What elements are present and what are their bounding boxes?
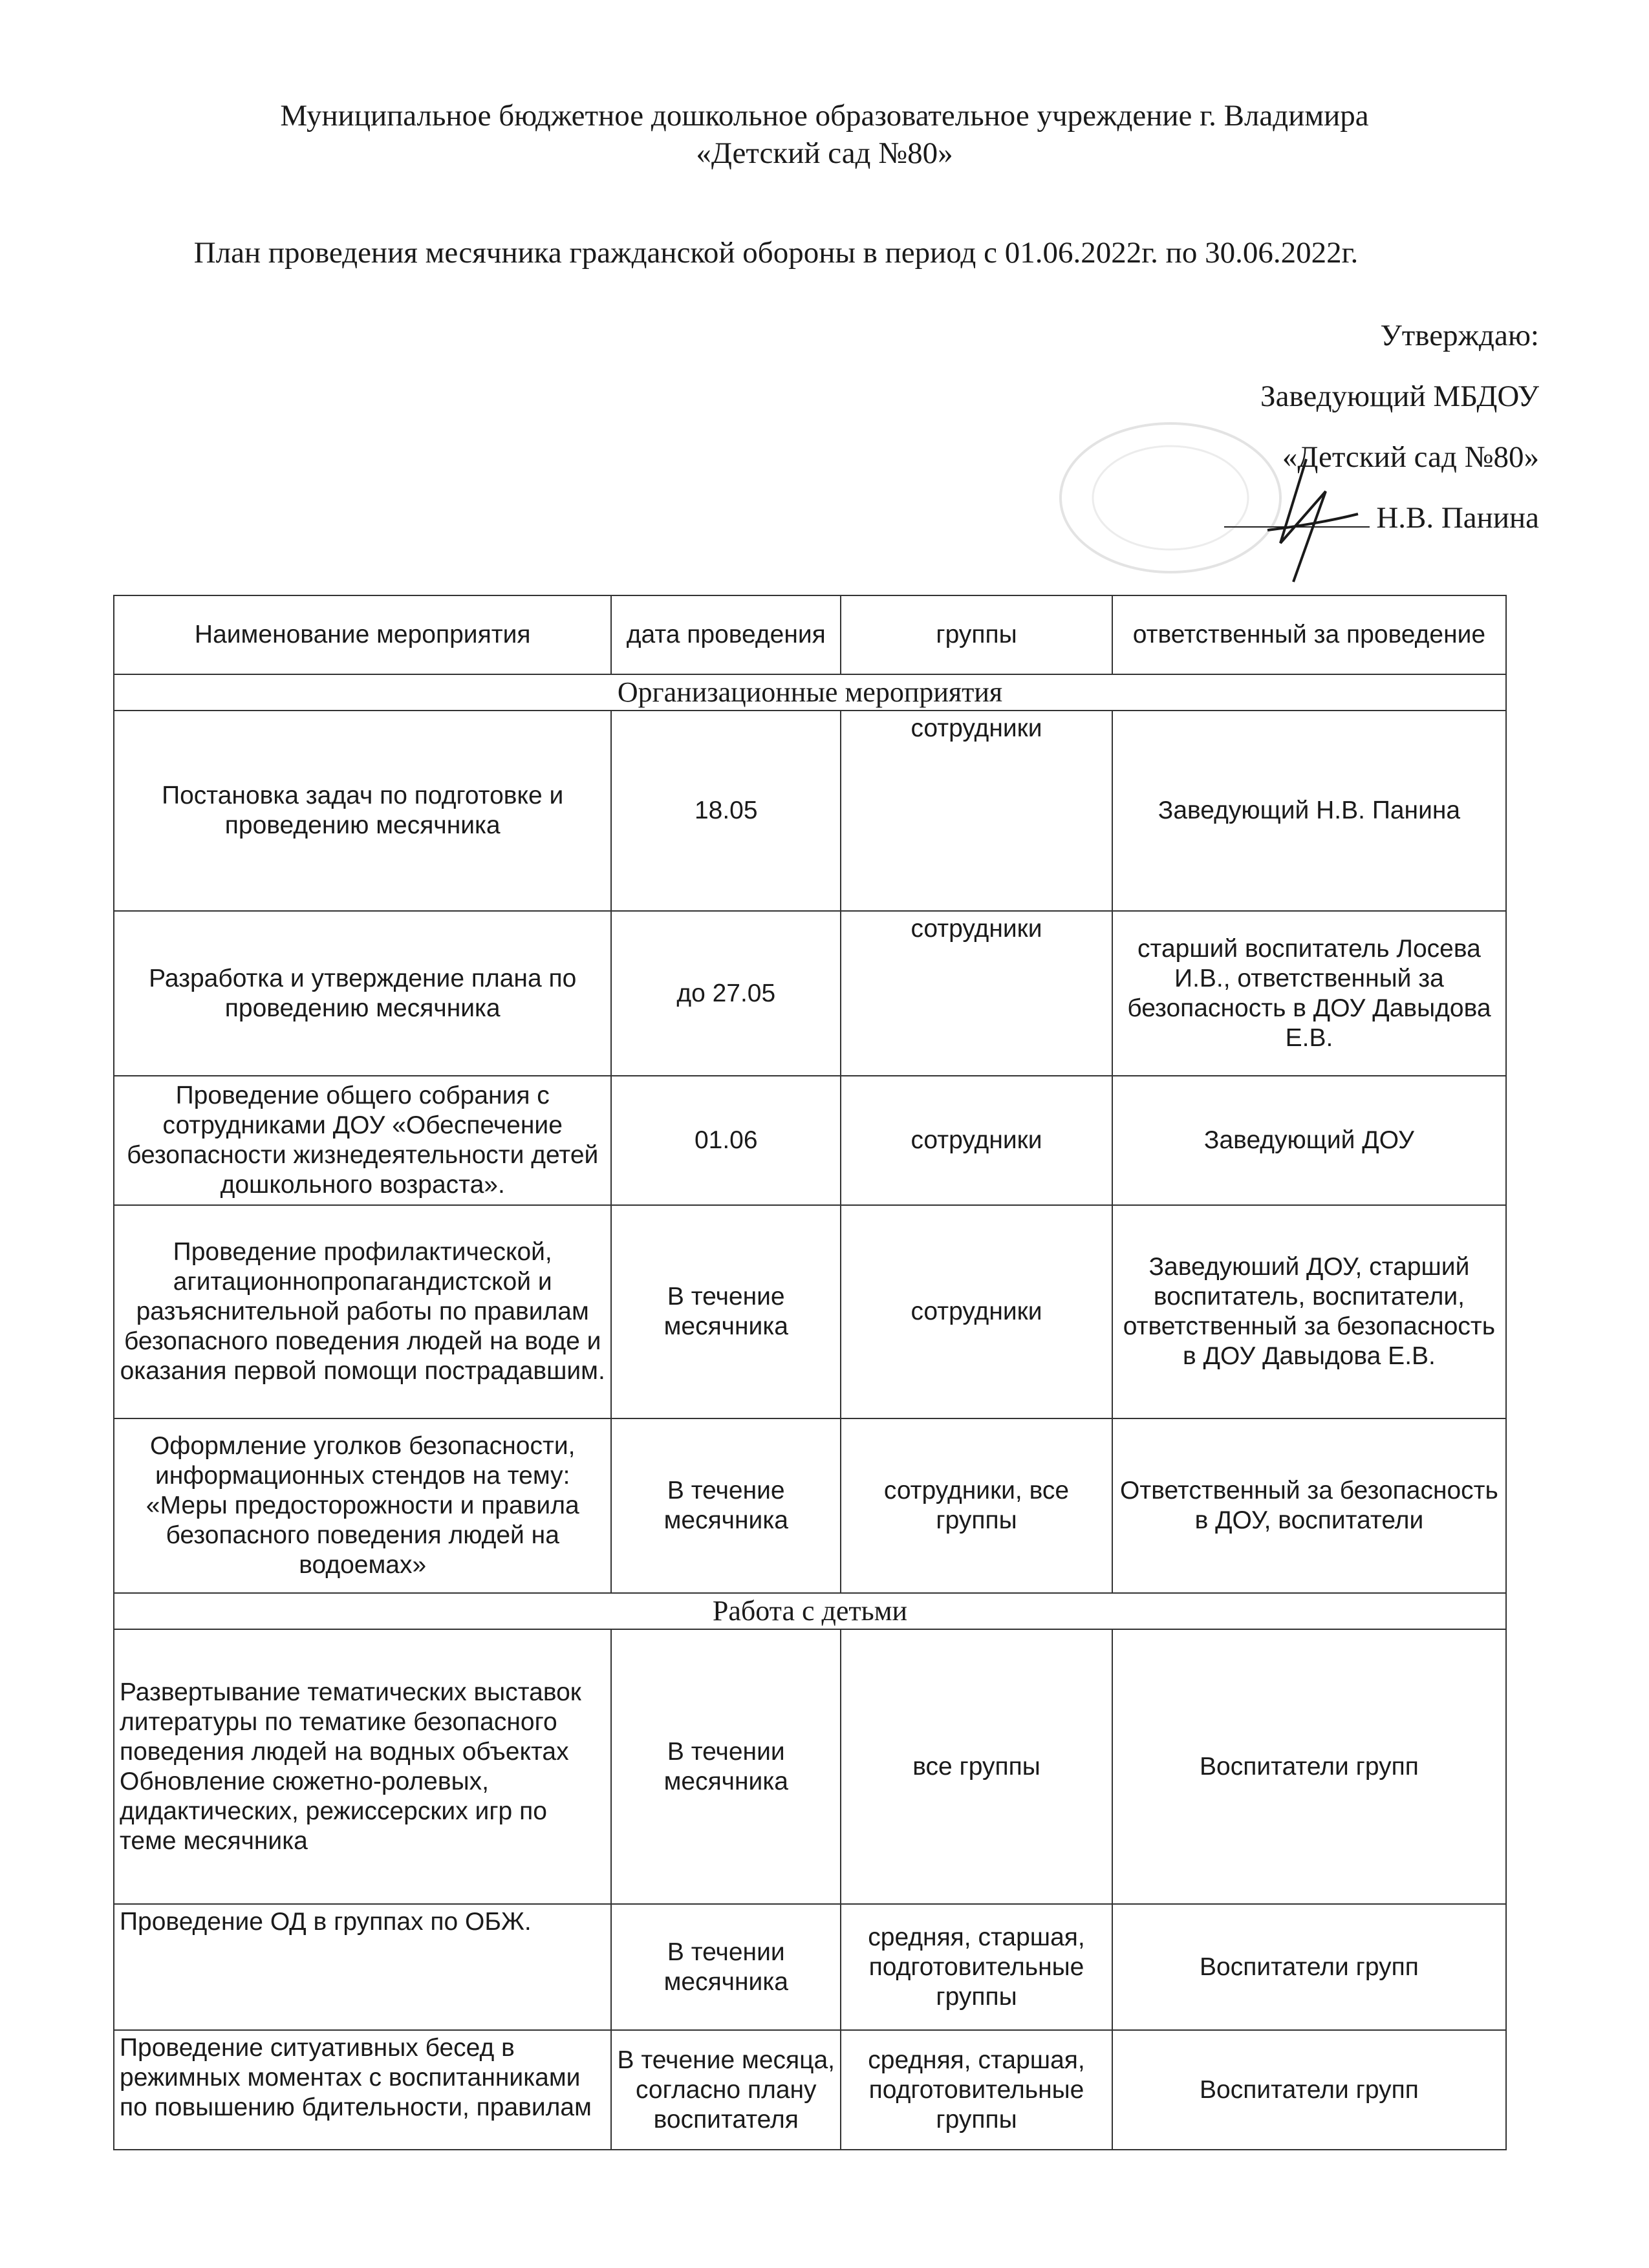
- approve-name: Н.В. Панина: [1376, 501, 1539, 535]
- cell-name: Развертывание тематических выставок литературы по тематике безопасного поведения людей на водных объектах Обновление сюжетно-ролевых, дидактических, режиссерских игр по теме месячника: [114, 1629, 611, 1904]
- cell-date: до 27.05: [611, 911, 841, 1076]
- cell-name: Проведение профилактической, агитационнопропагандистской и разъяснительной работы по правилам безопасного поведения людей на воде и оказания первой помощи пострадавшим.: [114, 1205, 611, 1418]
- cell-name: Проведение ситуативных бесед в режимных моментах с воспитанниками по повышению бдительности, правилам: [114, 2030, 611, 2150]
- table-row: [114, 1904, 1506, 2030]
- cell-responsible: Ответственный за безопасность в ДОУ, воспитатели: [1112, 1418, 1506, 1593]
- table-row: [114, 2030, 1506, 2150]
- cell-date: В течении месячника: [611, 1629, 841, 1904]
- approve-label: Утверждаю:: [1380, 319, 1539, 352]
- cell-groups: все группы: [841, 1629, 1112, 1904]
- cell-date: В течение месяца, согласно плану воспитателя: [611, 2030, 841, 2150]
- cell-groups: сотрудники, все группы: [841, 1418, 1112, 1593]
- cell-responsible: Заведуюший ДОУ, старший воспитатель, воспитатели, ответственный за безопасность в ДОУ Давыдова Е.В.: [1112, 1205, 1506, 1418]
- cell-name: Проведение общего собрания с сотрудниками ДОУ «Обеспечение безопасности жизнедеятельности детей дошкольного возраста».: [114, 1076, 611, 1205]
- table-row: [114, 711, 1506, 911]
- events-table: [113, 595, 1507, 2150]
- cell-name: Проведение ОД в группах по ОБЖ.: [114, 1904, 611, 2030]
- cell-date: В течение месячника: [611, 1205, 841, 1418]
- section-title: Работа с детьми: [114, 1593, 1506, 1629]
- cell-responsible: Заведующий Н.В. Панина: [1112, 711, 1506, 911]
- cell-groups: сотрудники: [841, 911, 1112, 1076]
- cell-responsible: Воспитатели групп: [1112, 2030, 1506, 2150]
- cell-groups: средняя, старшая, подготовительные группы: [841, 1904, 1112, 2030]
- cell-responsible: Воспитатели групп: [1112, 1629, 1506, 1904]
- cell-responsible: старший воспитатель Лосева И.В., ответственный за безопасность в ДОУ Давыдова Е.В.: [1112, 911, 1506, 1076]
- table-header-row: [114, 595, 1506, 674]
- header-name: Наименование мероприятия: [114, 595, 611, 674]
- cell-groups: средняя, старшая, подготовительные группы: [841, 2030, 1112, 2150]
- approve-org: «Детский сад №80»: [1282, 440, 1539, 474]
- cell-groups: сотрудники: [841, 1205, 1112, 1418]
- cell-groups: сотрудники: [841, 711, 1112, 911]
- cell-date: В течение месячника: [611, 1418, 841, 1593]
- org-name-line1: Муниципальное бюджетное дошкольное образовательное учреждение г. Владимира: [280, 99, 1369, 133]
- table-row: [114, 911, 1506, 1076]
- cell-groups: сотрудники: [841, 1076, 1112, 1205]
- cell-date: 01.06: [611, 1076, 841, 1205]
- cell-date: 18.05: [611, 711, 841, 911]
- header-groups: группы: [841, 595, 1112, 674]
- cell-name: Разработка и утверждение плана по проведению месячника: [114, 911, 611, 1076]
- section-organizational: [114, 674, 1506, 711]
- plan-title: План проведения месячника гражданской обороны в период с 01.06.2022г. по 30.06.2022г.: [193, 236, 1359, 270]
- section-work-with-children: [114, 1593, 1506, 1629]
- cell-name: Постановка задач по подготовке и проведению месячника: [114, 711, 611, 911]
- signature-mark: [1229, 453, 1397, 595]
- table-row: [114, 1418, 1506, 1593]
- approve-position: Заведующий МБДОУ: [1260, 380, 1539, 413]
- cell-responsible: Заведующий ДОУ: [1112, 1076, 1506, 1205]
- header-date: дата проведения: [611, 595, 841, 674]
- table-row: [114, 1205, 1506, 1418]
- section-title: Организационные мероприятия: [114, 674, 1506, 711]
- cell-responsible: Воспитатели групп: [1112, 1904, 1506, 2030]
- table-row: [114, 1076, 1506, 1205]
- header-responsible: ответственный за проведение: [1112, 595, 1506, 674]
- table-row: [114, 1629, 1506, 1904]
- cell-name: Оформление уголков безопасности, информационных стендов на тему: «Меры предосторожности и правила безопасного поведения людей на водоемах»: [114, 1418, 611, 1593]
- org-name-line2: «Детский сад №80»: [696, 136, 953, 170]
- organization-header: [194, 97, 1455, 172]
- cell-date: В течении месячника: [611, 1904, 841, 2030]
